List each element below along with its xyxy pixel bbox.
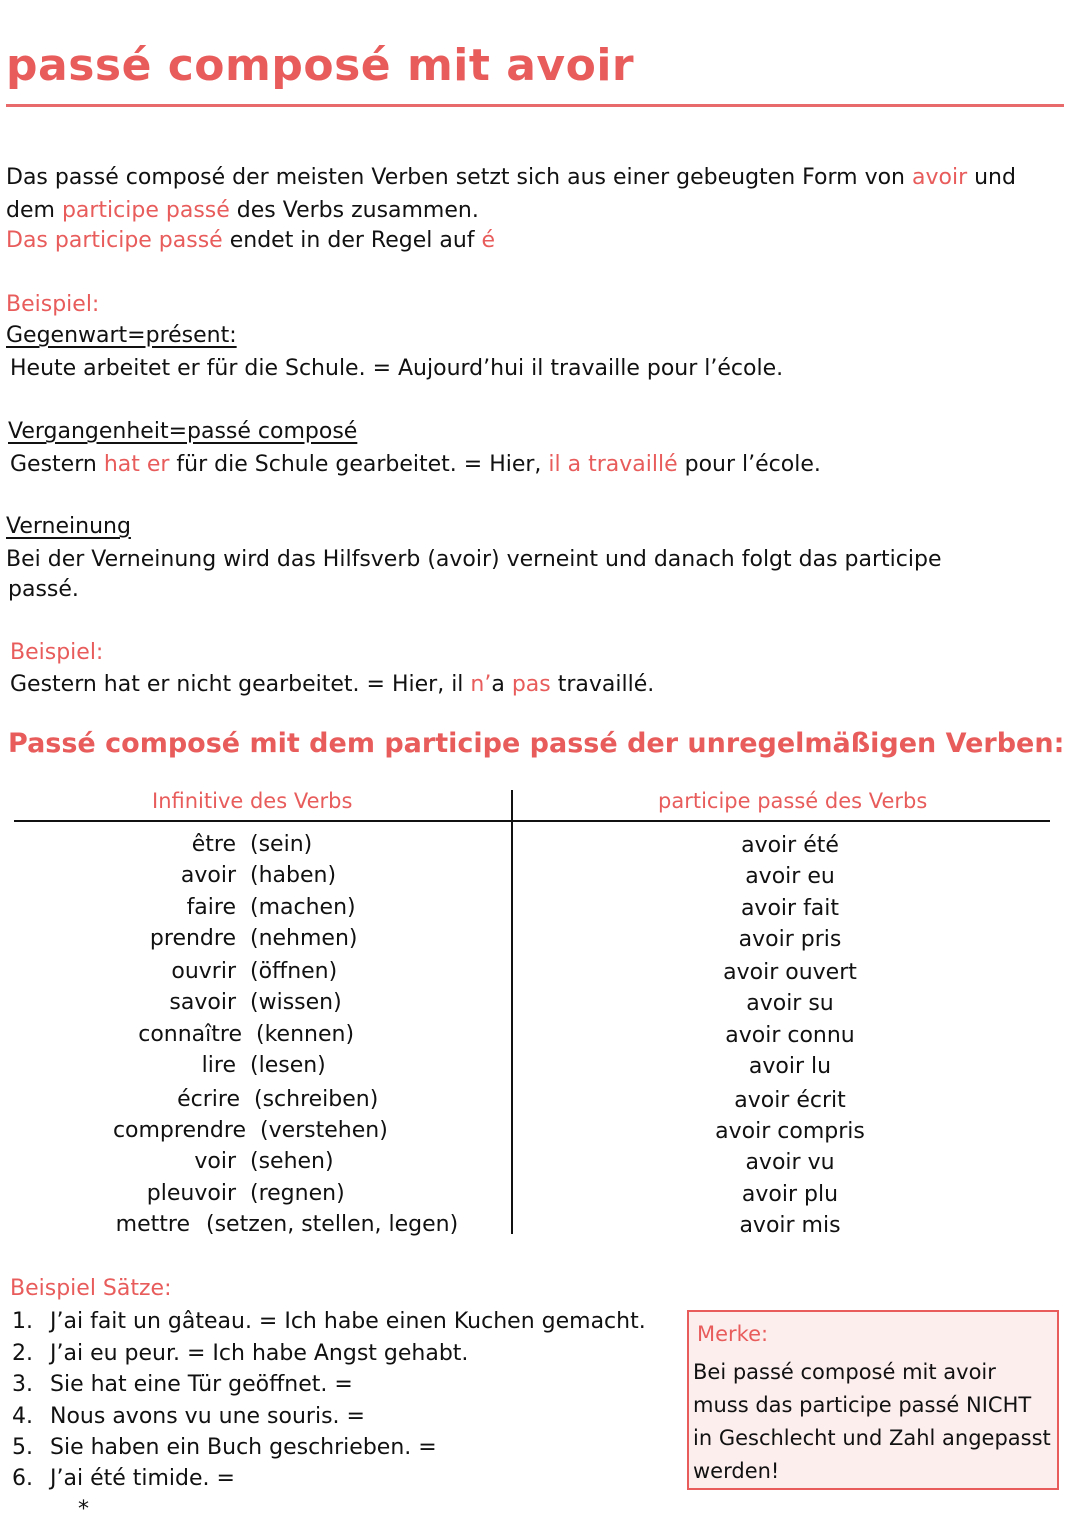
verb-infinitive: mettre — [115, 1212, 190, 1237]
verb-translation: (lesen) — [250, 1053, 326, 1078]
verb-participle: avoir fait — [740, 896, 840, 921]
sentence-text: Nous avons vu une souris. = — [50, 1404, 365, 1429]
verb-translation: (schreiben) — [254, 1087, 379, 1112]
verb-translation: (haben) — [250, 863, 337, 888]
sentence-item — [12, 1369, 353, 1401]
negation-heading: Verneinung — [6, 514, 131, 539]
sentence-text: für die Schule gearbeitet. = Hier, — [169, 452, 549, 477]
intro-text: dem — [6, 198, 62, 223]
intro-text: und — [967, 165, 1016, 190]
merke-box — [687, 1310, 1059, 1490]
column-header-infinitive: Infinitive des Verbs — [152, 789, 353, 813]
sentence-number: 5. — [12, 1435, 33, 1460]
sentence-item — [12, 1306, 646, 1338]
verb-translation: (nehmen) — [250, 926, 358, 951]
sentence-text: travaillé. — [550, 672, 655, 697]
verb-participle: avoir ouvert — [723, 960, 857, 985]
verb-infinitive: ouvrir — [171, 959, 236, 984]
sentence-number: 4. — [12, 1404, 33, 1429]
page-title: passé composé mit avoir — [6, 40, 635, 91]
sentence-number: 3. — [12, 1372, 33, 1397]
negation-example-label: Beispiel: — [10, 640, 104, 665]
highlight-participe-passe: Das participe passé — [6, 228, 223, 253]
verb-infinitive: pleuvoir — [146, 1181, 236, 1206]
verb-infinitive: écrire — [177, 1087, 240, 1112]
present-heading: Gegenwart=présent: — [6, 323, 237, 348]
highlight-il-a-travaille: il a travaillé — [548, 452, 678, 477]
merke-title: Merke: — [697, 1322, 769, 1346]
highlight-n: n’ — [470, 672, 492, 697]
sentence-number: 1. — [12, 1309, 33, 1334]
sentence-text: J’ai eu peur. = Ich habe Angst gehabt. — [50, 1341, 469, 1366]
negation-text-1: Bei der Verneinung wird das Hilfsverb (avoir) verneint und danach folgt das participe — [6, 547, 942, 572]
verb-infinitive: connaître — [138, 1022, 242, 1047]
verb-translation: (öffnen) — [250, 959, 338, 984]
highlight-pas: pas — [511, 672, 551, 697]
intro-text: des Verbs zusammen. — [229, 198, 479, 223]
highlight-e-accent: é — [481, 228, 496, 253]
verb-participle: avoir connu — [725, 1023, 855, 1048]
sentence-text: Sie haben ein Buch geschrieben. = — [50, 1435, 437, 1460]
verb-infinitive: comprendre — [112, 1118, 246, 1143]
sentence-number: 6. — [12, 1466, 33, 1491]
intro-text: endet in der Regel auf — [222, 228, 482, 253]
verb-infinitive: faire — [186, 895, 236, 920]
sentence-text: pour l’école. — [677, 452, 821, 477]
sentence-number: 2. — [12, 1341, 33, 1366]
verb-translation: (setzen, stellen, legen) — [206, 1212, 459, 1237]
sentence-text: J’ai été timide. = — [50, 1466, 235, 1491]
verb-translation: (machen) — [250, 895, 356, 920]
verb-translation: (kennen) — [256, 1022, 355, 1047]
intro-line-1 — [6, 162, 1016, 194]
sentence-text: Sie hat eine Tür geöffnet. = — [50, 1372, 353, 1397]
verb-infinitive: voir — [194, 1149, 236, 1174]
sentence-item — [12, 1401, 365, 1433]
intro-line-2 — [6, 195, 479, 227]
table-header-rule — [14, 820, 1050, 822]
table-column-divider — [511, 790, 513, 1234]
verb-translation: (regnen) — [250, 1181, 345, 1206]
verb-participle: avoir lu — [748, 1054, 832, 1079]
title-divider — [6, 104, 1064, 107]
highlight-avoir: avoir — [912, 165, 968, 190]
past-heading: Vergangenheit=passé composé — [8, 419, 358, 444]
verb-infinitive: prendre — [149, 926, 236, 951]
highlight-hat-er: hat er — [103, 452, 170, 477]
sentence-item — [12, 1463, 235, 1495]
verb-infinitive: savoir — [169, 990, 236, 1015]
verb-translation: (sehen) — [250, 1149, 334, 1174]
irregular-heading: Passé composé mit dem participe passé der unregelmäßigen Verben: — [8, 728, 1065, 759]
verb-infinitive: être — [191, 832, 236, 857]
example-label: Beispiel: — [6, 292, 100, 317]
sentence-item — [12, 1432, 437, 1464]
verb-translation: (wissen) — [250, 990, 342, 1015]
verb-infinitive: avoir — [180, 863, 236, 888]
verb-participle: avoir plu — [741, 1182, 839, 1207]
verb-participle: avoir eu — [745, 864, 835, 889]
negation-example — [10, 669, 654, 701]
intro-line-3 — [6, 225, 495, 257]
column-header-participle: participe passé des Verbs — [658, 789, 928, 813]
sentences-label: Beispiel Sätze: — [10, 1276, 172, 1301]
present-sentence: Heute arbeitet er für die Schule. = Aujourd’hui il travaille pour l’école. — [10, 356, 784, 381]
sentence-text: a — [491, 672, 512, 697]
sentence-text: Gestern hat er nicht gearbeitet. = Hier, il — [10, 672, 471, 697]
verb-participle: avoir écrit — [734, 1088, 846, 1113]
verb-translation: (sein) — [250, 832, 313, 857]
negation-text-2: passé. — [8, 577, 79, 602]
intro-text: Das passé composé der meisten Verben setzt sich aus einer gebeugten Form von — [6, 165, 912, 190]
past-sentence — [10, 449, 821, 481]
verb-translation: (verstehen) — [260, 1118, 388, 1143]
sentence-text: Gestern — [10, 452, 104, 477]
footnote-asterisk: * — [78, 1497, 89, 1522]
sentence-text: J’ai fait un gâteau. = Ich habe einen Kuchen gemacht. — [50, 1309, 646, 1334]
verb-participle: avoir mis — [739, 1213, 841, 1238]
verb-participle: avoir été — [741, 833, 839, 858]
merke-text: Bei passé composé mit avoir muss das participe passé NICHT in Geschlecht und Zahl angepasst werden! — [693, 1360, 1051, 1483]
verb-infinitive: lire — [201, 1053, 236, 1078]
verb-participle: avoir su — [746, 991, 834, 1016]
verb-participle: avoir compris — [715, 1119, 865, 1144]
verb-participle: avoir vu — [745, 1150, 835, 1175]
verb-participle: avoir pris — [738, 927, 842, 952]
sentence-item — [12, 1338, 468, 1370]
highlight-participe-passe: participe passé — [61, 198, 230, 223]
